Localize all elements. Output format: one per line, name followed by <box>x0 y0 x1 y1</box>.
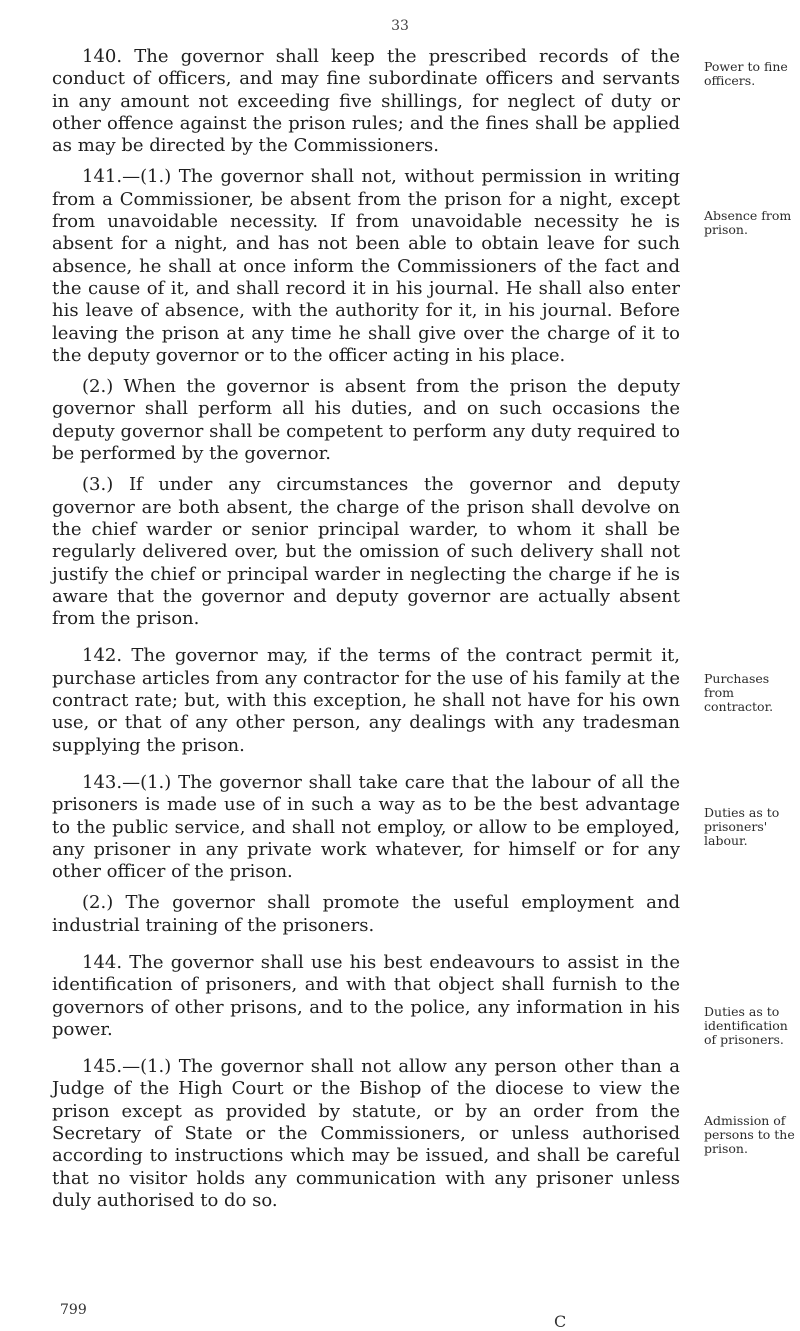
margin-note-141: Absence from prison. <box>704 208 792 237</box>
section-141-1: 141.—(1.) The governor shall not, without permission in writing from a Commissioner, be absent from the prison for a night, except from unavoidable necessity. If from unavoidable necessity he is absent for a night, and has not been able to obtain leave for such absence, he shall at once inform the Commissioners of the fact and the cause of it, and shall record it in his journal. He shall also enter his leave of absence, with the authority for it, in his journal. Before leaving the prison at any time he shall give over the charge of it to the deputy governor or to the officer acting in his place. <box>52 166 680 366</box>
section-145-1: 145.—(1.) The governor shall not allow any person other than a Judge of the High Court or the Bishop of the diocese to view the prison except as provided by statute, or by an order from the Secretary of State or the Commissioners, or unless authorised according to instructions which may be issued, and shall be careful that no visitor holds any communication with any prisoner unless duly authorised to do so. <box>52 1056 680 1211</box>
margin-note-145: Admission of persons to the prison. <box>704 1113 795 1156</box>
signature-number: 799 <box>60 1302 87 1318</box>
section-143-1: 143.—(1.) The governor shall take care that the labour of all the prisoners is made use of in such a way as to be the best advantage to the public service, and shall not employ, or allow to be employed, any prisoner in any private work whatever, for himself or for any other officer of the prison. <box>52 771 680 883</box>
margin-note-140: Power to fine officers. <box>704 59 788 88</box>
page-number: 33 <box>391 18 409 34</box>
section-140: 140. The governor shall keep the prescribed records of the conduct of officers, and may fine subordinate officers and servants in any amount not exceeding five shillings, for neglect of duty or other offence against the prison rules; and the fines shall be applied as may be directed by the Commissioners. <box>52 46 680 157</box>
signature-letter: C <box>554 1312 567 1331</box>
section-142: 142. The governor may, if the terms of the contract permit it, purchase articles from any contractor for the use of his family at the contract rate; but, with this exception, he shall not have for his own use, or that of any other person, any dealings with any tradesman supplying the prison. <box>52 645 680 756</box>
section-141-3: (3.) If under any circumstances the governor and deputy governor are both absent, the charge of the prison shall devolve on the chief warder or senior principal warder, to whom it shall be regularly delivered over, but the omission of such delivery shall not justify the chief or principal warder in neglecting the charge if he is aware that the governor and deputy governor are actually absent from the prison. <box>52 474 680 630</box>
margin-note-144: Duties as to identification of prisoners. <box>704 1004 788 1047</box>
section-143-2: (2.) The governor shall promote the useful employment and industrial training of the prisoners. <box>52 892 680 936</box>
main-text-column <box>52 46 680 1212</box>
section-141-2: (2.) When the governor is absent from the prison the deputy governor shall perform all his duties, and on such occasions the deputy governor shall be competent to perform any duty required to be performed by the governor. <box>52 376 680 465</box>
margin-note-143: Duties as to prisoners' labour. <box>704 805 780 848</box>
section-144: 144. The governor shall use his best endeavours to assist in the identification of prisoners, and with that object shall furnish to the governors of other prisons, and to the police, any information in his power. <box>52 951 680 1040</box>
margin-note-142: Purchases from contractor. <box>704 671 774 714</box>
